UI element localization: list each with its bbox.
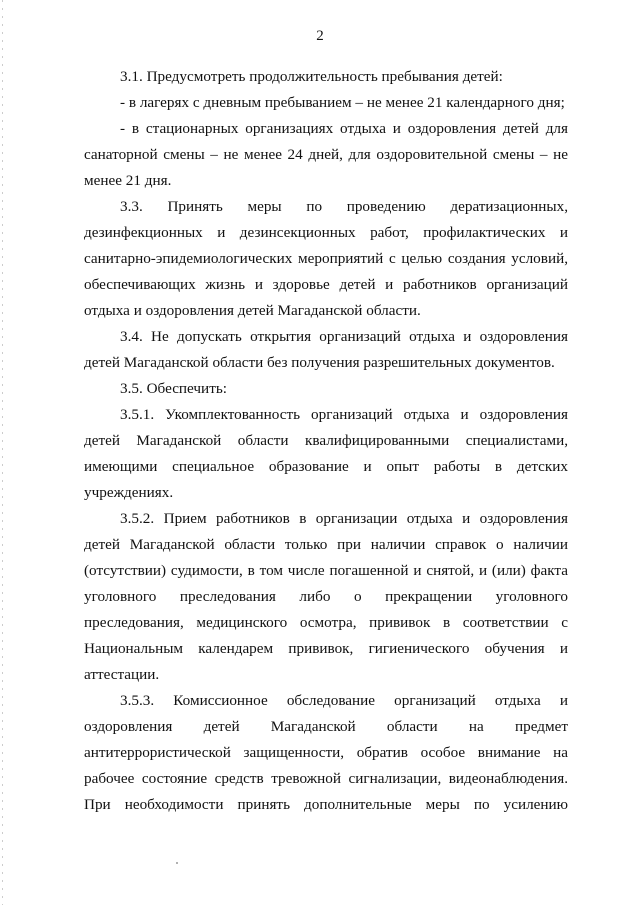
paragraph-3-1: 3.1. Предусмотреть продолжительность пребывания детей: (120, 68, 503, 85)
paragraph-3-5-2: 3.5.2. Прием работников в организации отдыха и оздоровления детей Магаданской области только при наличии справок о наличии (отсутствии) судимости, в том числе погашенной и снятой, и (или) факта уголовного преследования либо о прекращении уголовного преследования, медицинского осмотра, прививок в соответствии с Национальным календарем прививок, гигиенического обучения и аттестации. (84, 510, 568, 683)
paragraph-3-5-1: 3.5.1. Укомплектованность организаций отдыха и оздоровления детей Магаданской области квалифицированными специалистами, имеющими специальное образование и опыт работы в детских учреждениях. (84, 406, 568, 501)
scan-speck (176, 862, 178, 864)
page-edge-mark (2, 0, 3, 905)
page-number: 2 (316, 28, 324, 44)
paragraph-3-5-3: 3.5.3. Комиссионное обследование организаций отдыха и оздоровления детей Магаданской области на предмет антитеррористической защищенности, обратив особое внимание на рабочее состояние средств тревожной сигнализации, видеонаблюдения. При необходимости принять дополнительные меры по усилению (84, 692, 568, 813)
paragraph-3-5: 3.5. Обеспечить: (120, 380, 227, 397)
paragraph-3-3: 3.3. Принять меры по проведению дератизационных, дезинфекционных и дезинсекционных работ, профилактических и санитарно-эпидемиологических мероприятий с целью создания условий, обеспечивающих жизнь и здоровье детей и работников организаций отдыха и оздоровления детей Магаданской области. (84, 198, 568, 319)
document-body (84, 64, 568, 818)
paragraph-3-4: 3.4. Не допускать открытия организаций отдыха и оздоровления детей Магаданской области без получения разрешительных документов. (84, 328, 568, 371)
paragraph-3-1-stationary: - в стационарных организациях отдыха и оздоровления детей для санаторной смены – не менее 24 дней, для оздоровительной смены – не менее 21 дня. (84, 120, 568, 189)
paragraph-3-1-day-camps: - в лагерях с дневным пребыванием – не менее 21 календарного дня; (120, 94, 565, 111)
